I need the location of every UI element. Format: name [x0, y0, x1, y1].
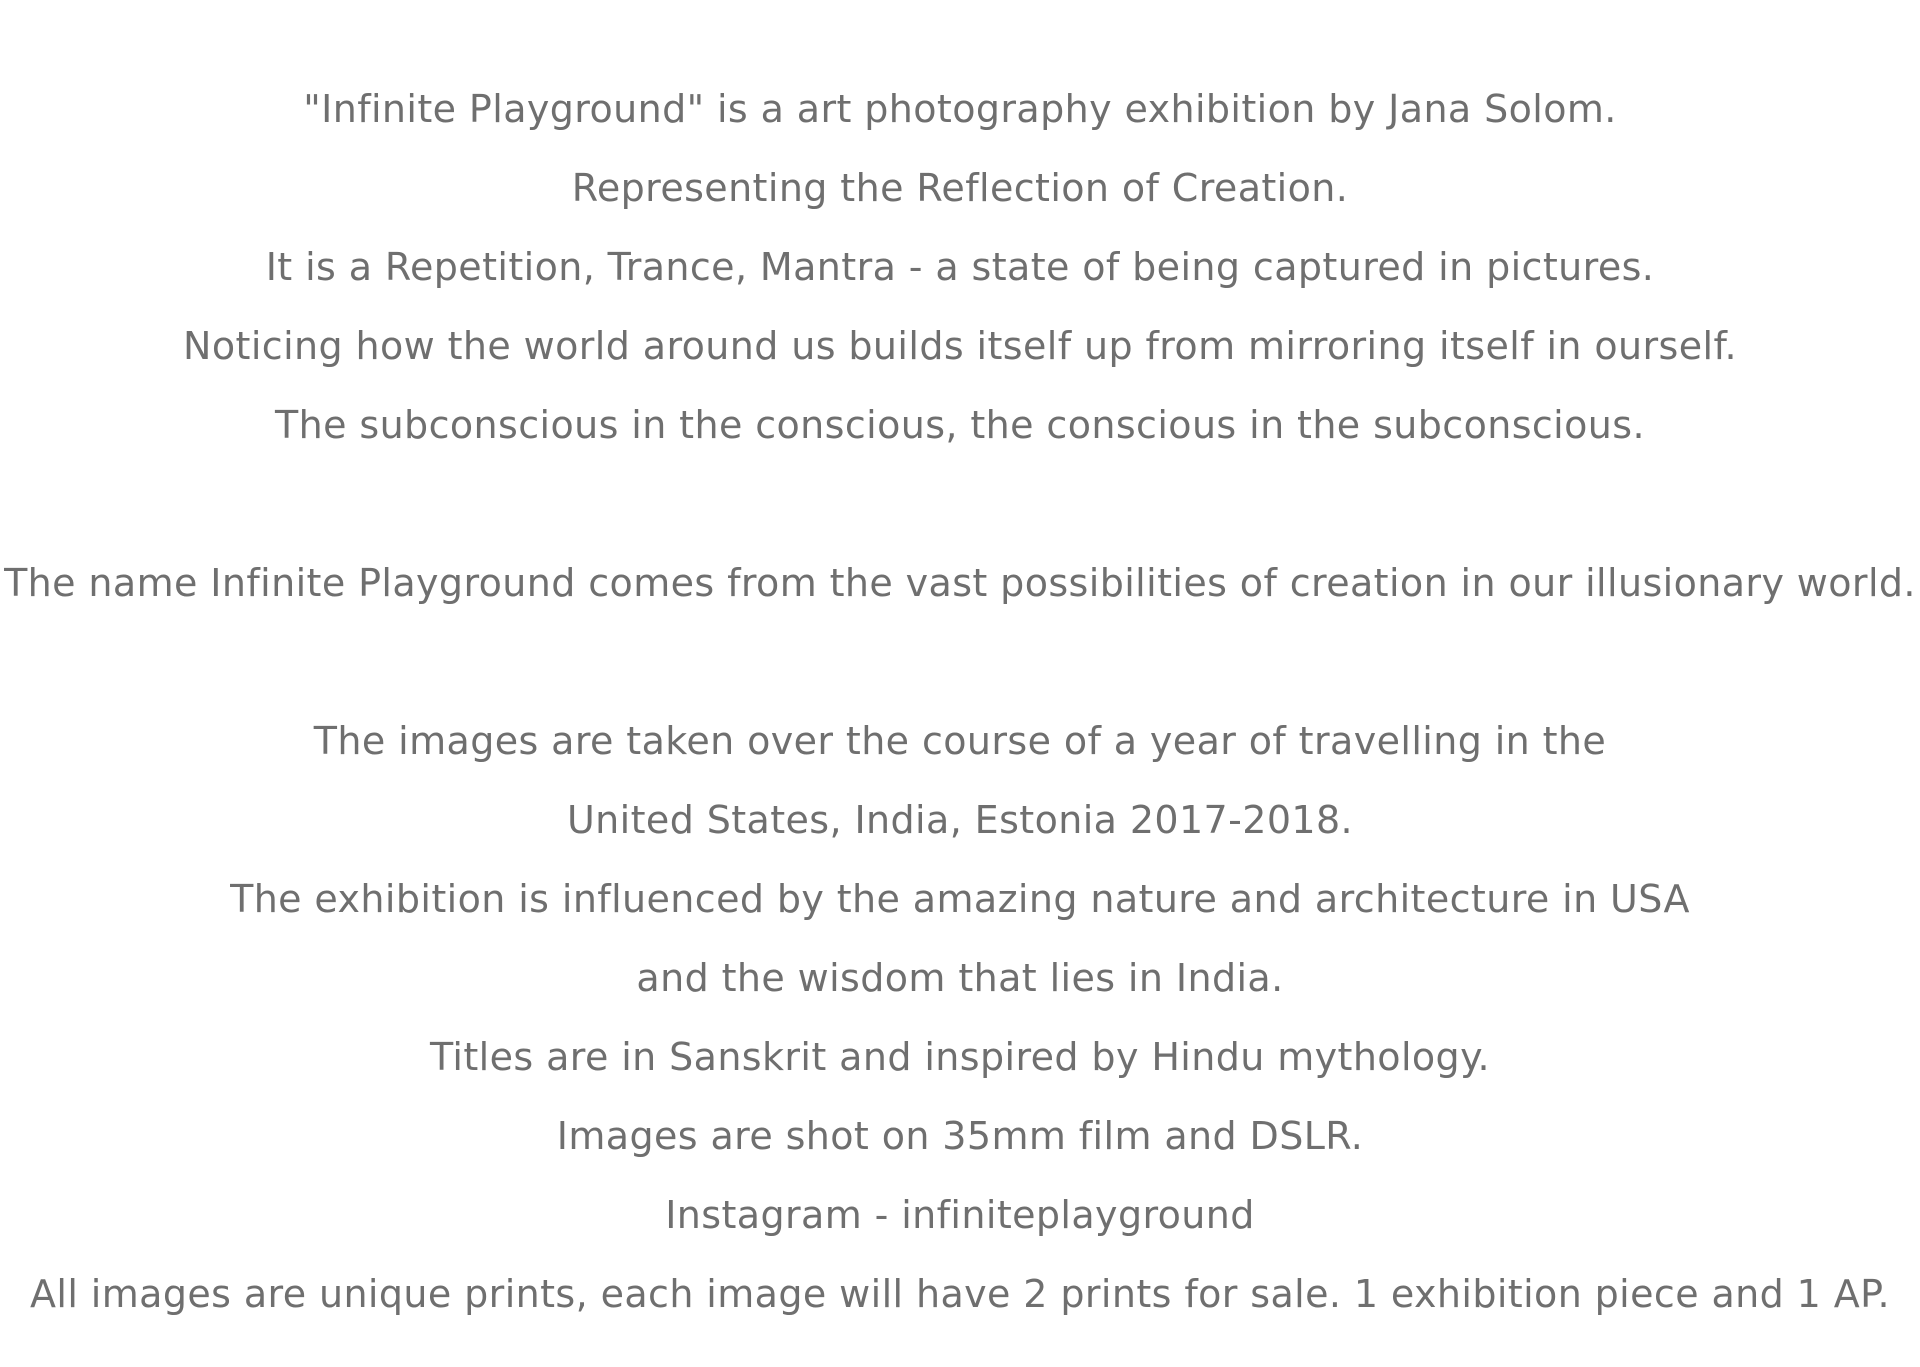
paragraph-spacer — [0, 465, 1920, 544]
details-line-6: Images are shot on 35mm film and DSLR. — [556, 1114, 1364, 1158]
intro-line-5: The subconscious in the conscious, the conscious in the subconscious. — [275, 403, 1645, 447]
details-line-1: The images are taken over the course of a year of travelling in the — [313, 719, 1607, 763]
intro-line-2: Representing the Reflection of Creation. — [571, 166, 1349, 210]
name-origin-line: The name Infinite Playground comes from the vast possibilities of creation in our illusionary world. — [4, 561, 1916, 605]
intro-line-4: Noticing how the world around us builds itself up from mirroring itself in ourself. — [183, 324, 1737, 368]
intro-line-1: "Infinite Playground" is a art photography exhibition by Jana Solom. — [303, 87, 1617, 131]
paragraph-spacer — [0, 623, 1920, 702]
details-line-4: and the wisdom that lies in India. — [636, 956, 1284, 1000]
exhibition-statement — [0, 70, 1920, 1334]
instagram-line: Instagram - infiniteplayground — [665, 1193, 1255, 1237]
prints-info-line: All images are unique prints, each image will have 2 prints for sale. 1 exhibition piece and 1 AP. — [30, 1272, 1890, 1316]
details-line-3: The exhibition is influenced by the amazing nature and architecture in USA — [230, 877, 1690, 921]
details-line-2: United States, India, Estonia 2017-2018. — [566, 798, 1354, 842]
details-line-5: Titles are in Sanskrit and inspired by Hindu mythology. — [429, 1035, 1491, 1079]
intro-line-3: It is a Repetition, Trance, Mantra - a state of being captured in pictures. — [265, 245, 1655, 289]
